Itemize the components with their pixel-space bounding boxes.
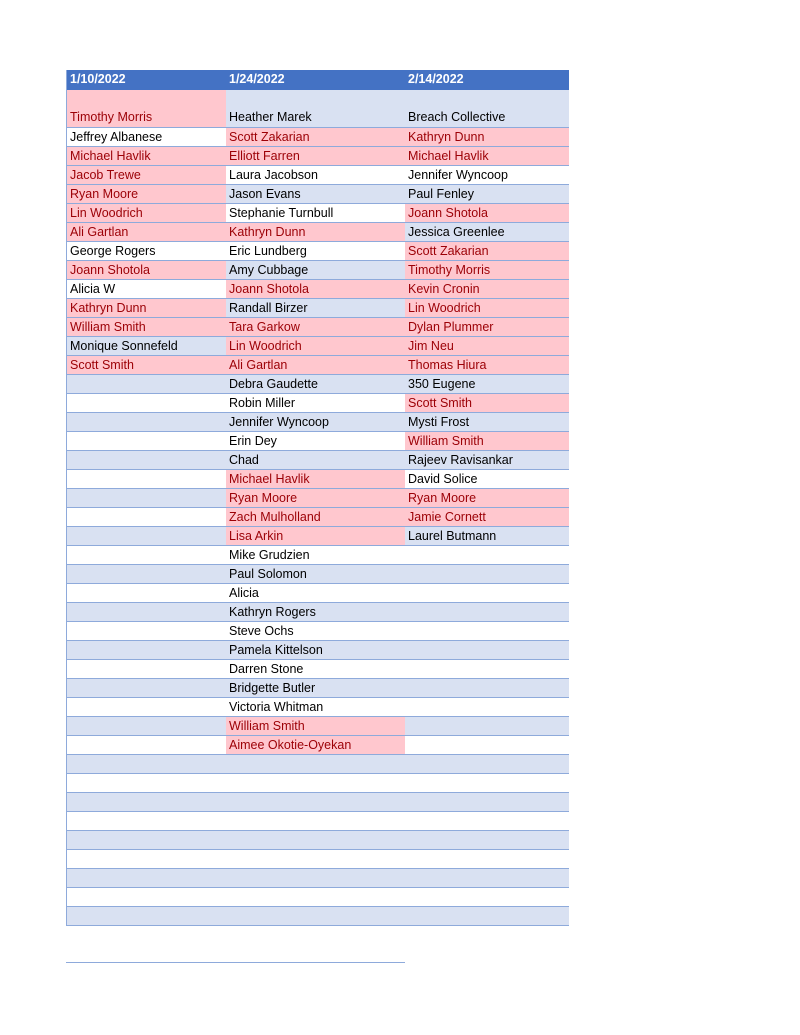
table-cell[interactable] xyxy=(67,394,226,412)
table-cell-highlighted[interactable]: Lin Woodrich xyxy=(226,337,405,355)
table-cell-highlighted[interactable]: Joann Shotola xyxy=(226,280,405,298)
table-cell[interactable] xyxy=(67,831,226,849)
table-cell[interactable]: Laura Jacobson xyxy=(229,168,318,182)
table-row xyxy=(67,565,569,584)
table-cell[interactable] xyxy=(67,850,226,868)
table-row xyxy=(67,147,569,166)
table-cell[interactable]: Pamela Kittelson xyxy=(229,643,323,657)
table-cell-highlighted[interactable]: Ali Gartlan xyxy=(67,223,226,241)
table-cell[interactable] xyxy=(67,508,226,526)
table-row xyxy=(67,679,569,698)
table-cell[interactable] xyxy=(67,489,226,507)
table-cell-highlighted[interactable]: Ryan Moore xyxy=(226,489,405,507)
table-row xyxy=(67,242,569,261)
table-row xyxy=(67,869,569,888)
table-cell[interactable]: Mysti Frost xyxy=(408,415,470,429)
table-row xyxy=(67,907,569,926)
table-cell[interactable]: Paul Solomon xyxy=(229,567,307,581)
table-cell-highlighted[interactable]: Michael Havlik xyxy=(226,470,405,488)
table-row xyxy=(67,185,569,204)
table-cell[interactable] xyxy=(67,546,226,564)
table-cell-highlighted[interactable]: Joann Shotola xyxy=(67,261,226,279)
table-cell[interactable] xyxy=(67,584,226,602)
footer-divider xyxy=(66,962,405,963)
table-cell-highlighted[interactable]: Jamie Cornett xyxy=(405,508,569,526)
table-cell[interactable]: Alicia W xyxy=(70,282,116,296)
table-cell[interactable] xyxy=(405,888,569,906)
table-cell-highlighted[interactable]: Scott Smith xyxy=(67,356,226,374)
table-row xyxy=(67,223,569,242)
table-cell[interactable] xyxy=(405,907,569,925)
table-cell[interactable] xyxy=(67,793,226,811)
table-cell[interactable] xyxy=(405,584,569,602)
table-cell[interactable]: Amy Cubbage xyxy=(229,263,309,277)
table-row xyxy=(67,394,569,413)
table-cell[interactable] xyxy=(405,793,569,811)
table-row xyxy=(67,698,569,717)
table-cell[interactable]: Laurel Butmann xyxy=(408,529,497,543)
table-cell-highlighted[interactable]: Elliott Farren xyxy=(226,147,405,165)
table-cell[interactable] xyxy=(405,717,569,735)
table-cell[interactable]: 350 Eugene xyxy=(408,377,476,391)
table-cell-highlighted[interactable]: William Smith xyxy=(405,432,569,450)
table-row xyxy=(67,280,569,299)
table-cell[interactable] xyxy=(226,869,405,887)
table-cell-highlighted[interactable]: Lisa Arkin xyxy=(226,527,405,545)
table-row xyxy=(67,660,569,679)
table-cell[interactable]: Debra Gaudette xyxy=(229,377,318,391)
table-cell-highlighted[interactable]: Lin Woodrich xyxy=(405,299,569,317)
table-cell[interactable] xyxy=(67,603,226,621)
table-cell[interactable] xyxy=(67,470,226,488)
table-cell-highlighted[interactable]: Kathryn Dunn xyxy=(405,128,569,146)
table-row xyxy=(67,432,569,451)
table-cell[interactable] xyxy=(67,812,226,830)
table-cell[interactable] xyxy=(67,736,226,754)
table-cell-highlighted[interactable]: Scott Zakarian xyxy=(405,242,569,260)
table-cell[interactable]: Jennifer Wyncoop xyxy=(408,168,508,182)
table-row xyxy=(67,717,569,736)
table-cell[interactable] xyxy=(405,603,569,621)
table-row xyxy=(67,812,569,831)
table-cell[interactable]: Breach Collective xyxy=(408,110,506,124)
table-cell-highlighted[interactable]: Joann Shotola xyxy=(405,204,569,222)
table-row xyxy=(67,337,569,356)
table-cell-highlighted[interactable]: Timothy Morris xyxy=(67,90,226,127)
table-cell[interactable]: Mike Grudzien xyxy=(229,548,310,562)
table-cell[interactable] xyxy=(67,565,226,583)
table-cell[interactable]: Jason Evans xyxy=(229,187,301,201)
table-cell[interactable]: David Solice xyxy=(408,472,478,486)
table-cell[interactable] xyxy=(67,660,226,678)
table-cell[interactable] xyxy=(226,755,405,773)
table-cell[interactable]: Jennifer Wyncoop xyxy=(229,415,329,429)
table-cell-highlighted[interactable]: Kathryn Dunn xyxy=(67,299,226,317)
table-row xyxy=(67,755,569,774)
table-cell[interactable] xyxy=(67,679,226,697)
table-row xyxy=(67,603,569,622)
column-header-date-3[interactable]: 2/14/2022 xyxy=(408,72,464,86)
table-row xyxy=(67,888,569,907)
table-cell-highlighted[interactable]: Jacob Trewe xyxy=(67,166,226,184)
table-cell[interactable]: Randall Birzer xyxy=(229,301,308,315)
table-cell[interactable] xyxy=(405,622,569,640)
table-cell[interactable] xyxy=(226,850,405,868)
table-cell[interactable] xyxy=(226,793,405,811)
table-cell[interactable]: Steve Ochs xyxy=(229,624,294,638)
table-cell[interactable] xyxy=(67,641,226,659)
table-row xyxy=(67,451,569,470)
table-row xyxy=(67,622,569,641)
table-cell[interactable] xyxy=(226,831,405,849)
table-cell[interactable] xyxy=(67,451,226,469)
table-cell[interactable]: Alicia xyxy=(229,586,259,600)
table-cell[interactable] xyxy=(405,546,569,564)
table-cell-highlighted[interactable]: William Smith xyxy=(67,318,226,336)
table-cell-highlighted[interactable]: William Smith xyxy=(226,717,405,735)
table-row xyxy=(67,584,569,603)
table-cell-highlighted[interactable]: Thomas Hiura xyxy=(405,356,569,374)
table-cell[interactable]: Heather Marek xyxy=(229,110,312,124)
table-cell[interactable] xyxy=(226,907,405,925)
table-cell[interactable] xyxy=(226,812,405,830)
table-cell[interactable] xyxy=(67,622,226,640)
table-cell[interactable] xyxy=(67,774,226,792)
table-cell[interactable]: Rajeev Ravisankar xyxy=(408,453,513,467)
table-row xyxy=(67,831,569,850)
table-cell[interactable] xyxy=(67,375,226,393)
table-cell-highlighted[interactable]: Zach Mulholland xyxy=(226,508,405,526)
table-row xyxy=(67,204,569,223)
table-row xyxy=(67,318,569,337)
table-cell-highlighted[interactable]: Dylan Plummer xyxy=(405,318,569,336)
table-cell[interactable] xyxy=(67,527,226,545)
table-cell[interactable]: George Rogers xyxy=(70,244,156,258)
table-cell[interactable] xyxy=(67,888,226,906)
table-cell[interactable] xyxy=(67,717,226,735)
table-row xyxy=(67,774,569,793)
table-cell-highlighted[interactable]: Kevin Cronin xyxy=(405,280,569,298)
table-cell[interactable]: Victoria Whitman xyxy=(229,700,324,714)
table-cell[interactable] xyxy=(67,755,226,773)
table-cell-highlighted[interactable]: Scott Zakarian xyxy=(226,128,405,146)
table-cell[interactable] xyxy=(226,888,405,906)
table-cell[interactable]: Eric Lundberg xyxy=(229,244,307,258)
table-cell-highlighted[interactable]: Ryan Moore xyxy=(67,185,226,203)
table-cell[interactable] xyxy=(405,850,569,868)
table-cell[interactable]: Paul Fenley xyxy=(408,187,475,201)
table-cell[interactable] xyxy=(405,831,569,849)
table-cell[interactable]: Bridgette Butler xyxy=(229,681,316,695)
table-body xyxy=(67,90,569,926)
table-cell-highlighted[interactable]: Ryan Moore xyxy=(405,489,569,507)
table-cell[interactable]: Kathryn Rogers xyxy=(229,605,316,619)
table-row xyxy=(67,508,569,527)
table-row xyxy=(67,641,569,660)
table-cell-highlighted[interactable]: Jim Neu xyxy=(405,337,569,355)
table-cell-highlighted[interactable]: Ali Gartlan xyxy=(226,356,405,374)
column-header-date-1[interactable]: 1/10/2022 xyxy=(70,72,126,86)
table-cell[interactable] xyxy=(405,698,569,716)
table-cell[interactable] xyxy=(405,565,569,583)
table-row xyxy=(67,527,569,546)
attendance-table xyxy=(66,70,569,926)
table-cell[interactable] xyxy=(67,698,226,716)
table-row xyxy=(67,299,569,318)
table-cell[interactable]: Robin Miller xyxy=(229,396,295,410)
table-cell[interactable] xyxy=(405,660,569,678)
table-cell-highlighted[interactable]: Michael Havlik xyxy=(405,147,569,165)
table-cell-highlighted[interactable]: Kathryn Dunn xyxy=(226,223,405,241)
table-cell[interactable] xyxy=(405,812,569,830)
table-cell[interactable] xyxy=(405,774,569,792)
table-cell[interactable]: Monique Sonnefeld xyxy=(70,339,178,353)
table-cell[interactable] xyxy=(405,641,569,659)
table-row xyxy=(67,166,569,185)
table-row xyxy=(67,850,569,869)
table-row xyxy=(67,793,569,812)
table-cell[interactable]: Chad xyxy=(229,453,259,467)
table-cell-highlighted[interactable]: Timothy Morris xyxy=(405,261,569,279)
table-row xyxy=(67,489,569,508)
table-cell[interactable] xyxy=(405,755,569,773)
table-row xyxy=(67,470,569,489)
table-row xyxy=(67,128,569,147)
table-cell[interactable]: Jessica Greenlee xyxy=(408,225,505,239)
table-row xyxy=(67,356,569,375)
table-row xyxy=(67,90,569,128)
table-header-row xyxy=(67,70,569,90)
table-cell[interactable]: Jeffrey Albanese xyxy=(70,130,163,144)
table-row xyxy=(67,375,569,394)
table-row xyxy=(67,261,569,280)
table-cell[interactable] xyxy=(226,774,405,792)
table-cell[interactable] xyxy=(67,413,226,431)
column-header-date-2[interactable]: 1/24/2022 xyxy=(229,72,285,86)
table-cell-highlighted[interactable]: Scott Smith xyxy=(405,394,569,412)
table-cell-highlighted[interactable]: Tara Garkow xyxy=(226,318,405,336)
table-cell[interactable] xyxy=(67,869,226,887)
table-cell[interactable] xyxy=(405,736,569,754)
table-cell-highlighted[interactable]: Michael Havlik xyxy=(67,147,226,165)
table-cell[interactable]: Darren Stone xyxy=(229,662,304,676)
table-cell[interactable] xyxy=(405,679,569,697)
table-row xyxy=(67,736,569,755)
table-cell[interactable]: Stephanie Turnbull xyxy=(229,206,334,220)
table-row xyxy=(67,413,569,432)
table-cell[interactable]: Erin Dey xyxy=(229,434,277,448)
table-cell[interactable] xyxy=(67,907,226,925)
table-cell-highlighted[interactable]: Aimee Okotie-Oyekan xyxy=(226,736,405,754)
table-cell[interactable] xyxy=(405,869,569,887)
table-cell[interactable] xyxy=(67,432,226,450)
table-row xyxy=(67,546,569,565)
table-cell-highlighted[interactable]: Lin Woodrich xyxy=(67,204,226,222)
